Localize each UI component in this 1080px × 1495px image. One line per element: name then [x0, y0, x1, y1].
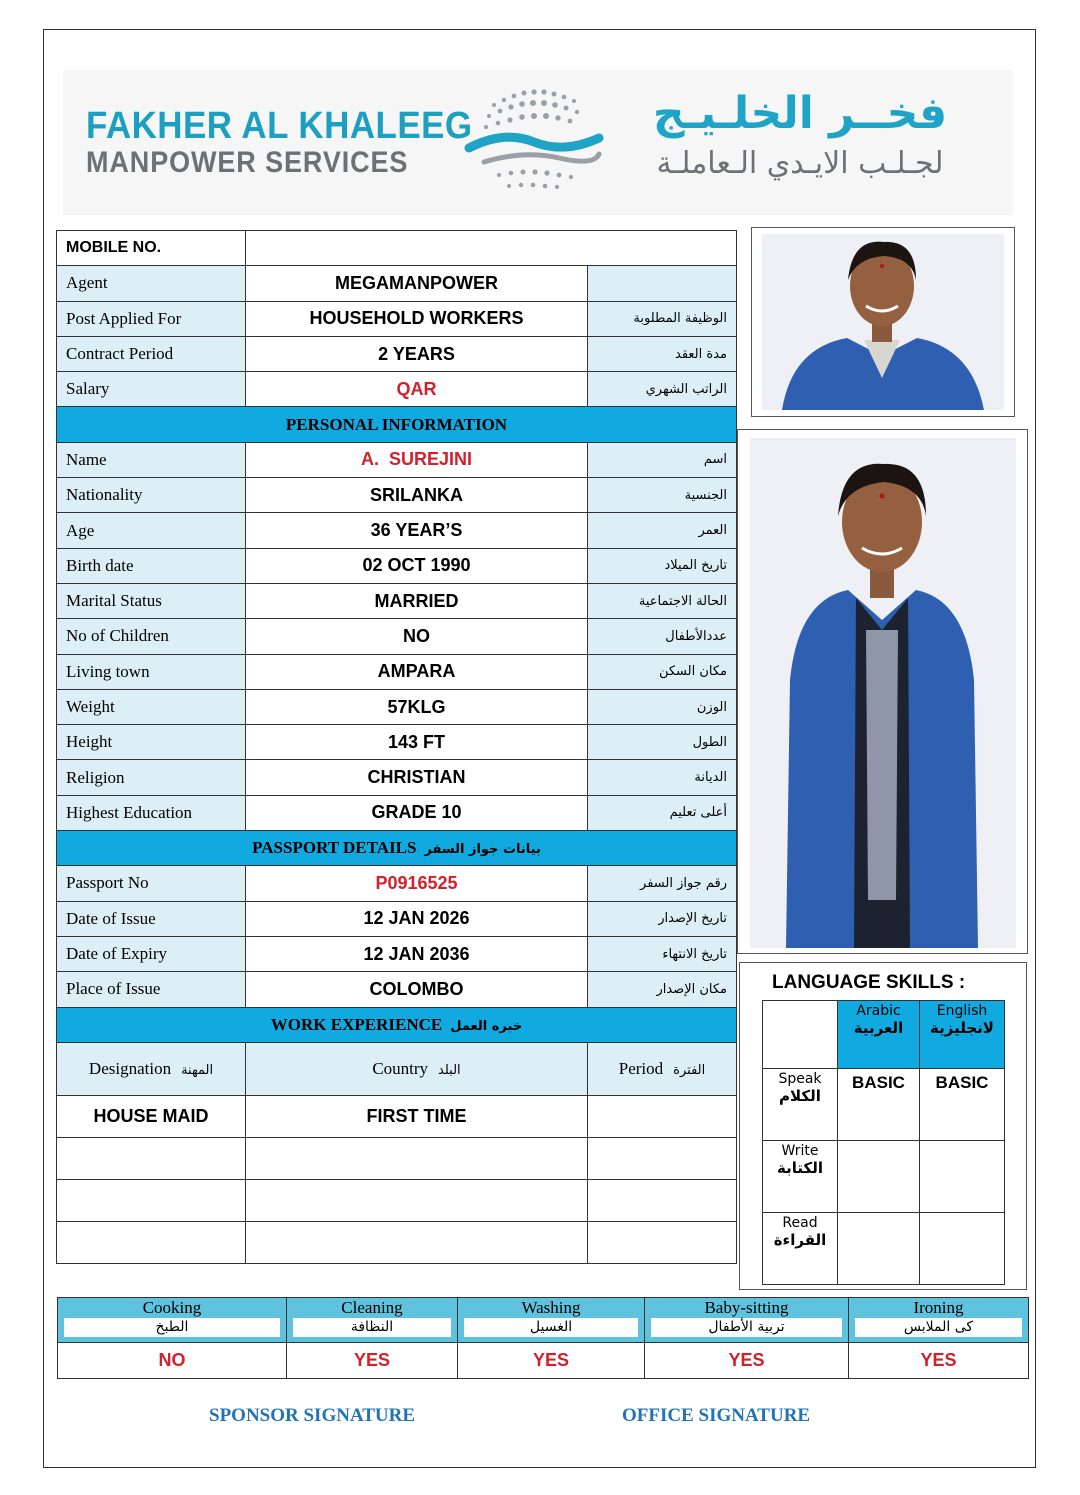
marital-label-ar: الحالة الاجتماعية [588, 583, 737, 618]
marital-label: Marital Status [57, 583, 246, 618]
country-header-en: Country [372, 1058, 429, 1078]
table-row [57, 301, 737, 336]
work-heading-ar: خبره العمل [450, 1018, 523, 1034]
religion-value: CHRISTIAN [246, 760, 588, 795]
table-row [763, 1213, 1005, 1285]
work-row [57, 1221, 737, 1263]
table-row [57, 901, 737, 936]
english-header-en: English [936, 1003, 988, 1019]
children-value: NO [246, 619, 588, 654]
write-arabic-value [838, 1141, 920, 1213]
table-row [57, 442, 737, 477]
work-row [57, 1095, 737, 1137]
work-heading-en: WORK EXPERIENCE [270, 1014, 443, 1034]
religion-label: Religion [57, 760, 246, 795]
work-designation [57, 1179, 246, 1221]
ironing-header [849, 1298, 1029, 1343]
read-label-ar: القراءة [773, 1231, 827, 1249]
applicant-info-table [56, 230, 737, 1264]
issue-date-label-ar: تاريخ الإصدار [588, 901, 737, 936]
work-designation [57, 1221, 246, 1263]
table-row [57, 795, 737, 830]
country-header-ar: البلد [438, 1062, 461, 1078]
write-label-en: Write [781, 1143, 819, 1159]
birth-value: 02 OCT 1990 [246, 548, 588, 583]
contract-label: Contract Period [57, 336, 246, 371]
name-value: A. SUREJINI [246, 442, 588, 477]
write-english-value [920, 1141, 1005, 1213]
skills-header-row [58, 1298, 1029, 1343]
expiry-date-label-ar: تاريخ الانتهاء [588, 936, 737, 971]
table-row [57, 654, 737, 689]
work-header-row [57, 1042, 737, 1095]
table-row [57, 372, 737, 407]
table-row [763, 1141, 1005, 1213]
brand-logo-icon [464, 80, 604, 200]
cooking-label-ar: الطبخ [64, 1318, 280, 1337]
babysitting-label-ar: تربية الأطفال [651, 1318, 842, 1337]
passport-heading-ar: بيانات جواز السفر [424, 842, 541, 858]
period-header-ar: الفترة [673, 1062, 706, 1078]
full-body-image [738, 430, 1027, 953]
work-period [588, 1221, 737, 1263]
brand-name-en: FAKHER AL KHALEEG [86, 105, 473, 147]
passport-heading-en: PASSPORT DETAILS [252, 838, 417, 858]
weight-label: Weight [57, 689, 246, 724]
passport-no-label: Passport No [57, 866, 246, 901]
washing-label-ar: الغسيل [464, 1318, 638, 1337]
post-label-ar: الوظيفة المطلوبة [588, 301, 737, 336]
write-label-ar: الكتابة [777, 1159, 823, 1177]
religion-label-ar: الديانة [588, 760, 737, 795]
weight-label-ar: الوزن [588, 689, 737, 724]
table-row [57, 725, 737, 760]
speak-label [763, 1069, 838, 1141]
table-row [57, 478, 737, 513]
cooking-value: NO [58, 1343, 287, 1379]
work-country: FIRST TIME [246, 1095, 588, 1137]
work-country [246, 1179, 588, 1221]
weight-value: 57KLG [246, 689, 588, 724]
salary-label-ar: الراتب الشهري [588, 372, 737, 407]
contract-value: 2 YEARS [246, 336, 588, 371]
cleaning-label-ar: النظافة [293, 1318, 451, 1337]
brand-subtitle-en: MANPOWER SERVICES [86, 146, 409, 179]
table-row [57, 231, 737, 266]
babysitting-header [645, 1298, 849, 1343]
post-label: Post Applied For [57, 301, 246, 336]
table-row [57, 583, 737, 618]
babysitting-label: Baby-sitting [704, 1298, 789, 1317]
english-column-header [920, 1001, 1005, 1069]
table-row [57, 760, 737, 795]
language-skills-table [762, 1000, 1005, 1285]
read-label [763, 1213, 838, 1285]
table-row [57, 866, 737, 901]
children-label-ar: عددالأطفال [588, 619, 737, 654]
expiry-date-value: 12 JAN 2036 [246, 936, 588, 971]
issue-place-label-ar: مكان الإصدار [588, 972, 737, 1007]
write-label [763, 1141, 838, 1213]
expiry-date-label: Date of Expiry [57, 936, 246, 971]
name-label-ar: اسم [588, 442, 737, 477]
period-header-en: Period [618, 1058, 664, 1078]
cooking-header [58, 1298, 287, 1343]
designation-header [57, 1042, 246, 1095]
town-label-ar: مكان السكن [588, 654, 737, 689]
agent-label: Agent [57, 266, 246, 301]
passport-no-label-ar: رقم جواز السفر [588, 866, 737, 901]
country-header [246, 1042, 588, 1095]
passport-details-heading [57, 831, 737, 866]
nationality-value: SRILANKA [246, 478, 588, 513]
post-value: HOUSEHOLD WORKERS [246, 301, 588, 336]
ironing-value: YES [849, 1343, 1029, 1379]
education-label: Highest Education [57, 795, 246, 830]
washing-value: YES [458, 1343, 645, 1379]
brand-subtitle-ar: لجـلـب الايـدي الـعاملـة [656, 146, 944, 181]
age-label: Age [57, 513, 246, 548]
table-row [763, 1069, 1005, 1141]
skills-value-row [58, 1343, 1029, 1379]
table-row [57, 336, 737, 371]
table-row [57, 936, 737, 971]
height-value: 143 FT [246, 725, 588, 760]
work-experience-heading [57, 1007, 737, 1042]
issue-date-label: Date of Issue [57, 901, 246, 936]
speak-label-en: Speak [778, 1071, 822, 1087]
read-arabic-value [838, 1213, 920, 1285]
education-value: GRADE 10 [246, 795, 588, 830]
babysitting-value: YES [645, 1343, 849, 1379]
language-skills-title: LANGUAGE SKILLS : [772, 972, 966, 993]
table-row [57, 548, 737, 583]
mobile-value [246, 231, 737, 266]
designation-header-ar: المهنة [181, 1062, 214, 1078]
agent-label-ar [588, 266, 737, 301]
height-label: Height [57, 725, 246, 760]
ironing-label-ar: کی الملابس [855, 1318, 1022, 1337]
town-label: Living town [57, 654, 246, 689]
read-english-value [920, 1213, 1005, 1285]
cleaning-label: Cleaning [341, 1298, 403, 1317]
table-row [57, 266, 737, 301]
washing-label: Washing [521, 1298, 581, 1317]
ironing-label: Ironing [913, 1298, 964, 1317]
work-country [246, 1137, 588, 1179]
brand-name-ar: فخــر الخلـيـج [652, 88, 948, 139]
passport-no-value: P0916525 [246, 866, 588, 901]
table-row [763, 1001, 1005, 1069]
nationality-label-ar: الجنسية [588, 478, 737, 513]
table-row [57, 689, 737, 724]
section-row [57, 1007, 737, 1042]
arabic-header-ar: العربية [853, 1019, 904, 1037]
age-label-ar: العمر [588, 513, 737, 548]
work-designation [57, 1137, 246, 1179]
work-period [588, 1179, 737, 1221]
nationality-label: Nationality [57, 478, 246, 513]
read-label-en: Read [782, 1215, 818, 1231]
portrait-image [752, 228, 1014, 416]
speak-label-ar: الكلام [779, 1087, 821, 1105]
birth-label-ar: تاريخ الميلاد [588, 548, 737, 583]
birth-label: Birth date [57, 548, 246, 583]
issue-date-value: 12 JAN 2026 [246, 901, 588, 936]
work-period [588, 1095, 737, 1137]
cleaning-header [287, 1298, 458, 1343]
work-country [246, 1221, 588, 1263]
section-row [57, 407, 737, 442]
personal-info-heading: PERSONAL INFORMATION [57, 407, 737, 442]
english-header-ar: لانجليزية [930, 1019, 994, 1037]
table-row [57, 619, 737, 654]
work-designation: HOUSE MAID [57, 1095, 246, 1137]
portrait-photo [751, 227, 1015, 417]
mobile-label: MOBILE NO. [57, 231, 246, 266]
name-label: Name [57, 442, 246, 477]
table-row [57, 513, 737, 548]
age-value: 36 YEAR’S [246, 513, 588, 548]
arabic-header-en: Arabic [856, 1003, 901, 1019]
work-period [588, 1137, 737, 1179]
household-skills-table [57, 1297, 1029, 1379]
children-label: No of Children [57, 619, 246, 654]
issue-place-value: COLOMBO [246, 972, 588, 1007]
speak-arabic-value: BASIC [838, 1069, 920, 1141]
salary-value: QAR [246, 372, 588, 407]
work-row [57, 1137, 737, 1179]
speak-english-value: BASIC [920, 1069, 1005, 1141]
section-row [57, 831, 737, 866]
education-label-ar: أعلى تعليم [588, 795, 737, 830]
arabic-column-header [838, 1001, 920, 1069]
designation-header-en: Designation [88, 1058, 172, 1078]
height-label-ar: الطول [588, 725, 737, 760]
language-corner-cell [763, 1001, 838, 1069]
cleaning-value: YES [287, 1343, 458, 1379]
work-row [57, 1179, 737, 1221]
contract-label-ar: مدة العقد [588, 336, 737, 371]
period-header [588, 1042, 737, 1095]
table-row [57, 972, 737, 1007]
agent-value: MEGAMANPOWER [246, 266, 588, 301]
salary-label: Salary [57, 372, 246, 407]
issue-place-label: Place of Issue [57, 972, 246, 1007]
full-body-photo [737, 429, 1028, 954]
sponsor-signature-label: SPONSOR SIGNATURE [209, 1405, 416, 1426]
town-value: AMPARA [246, 654, 588, 689]
marital-value: MARRIED [246, 583, 588, 618]
office-signature-label: OFFICE SIGNATURE [622, 1405, 811, 1426]
washing-header [458, 1298, 645, 1343]
cooking-label: Cooking [142, 1298, 202, 1317]
